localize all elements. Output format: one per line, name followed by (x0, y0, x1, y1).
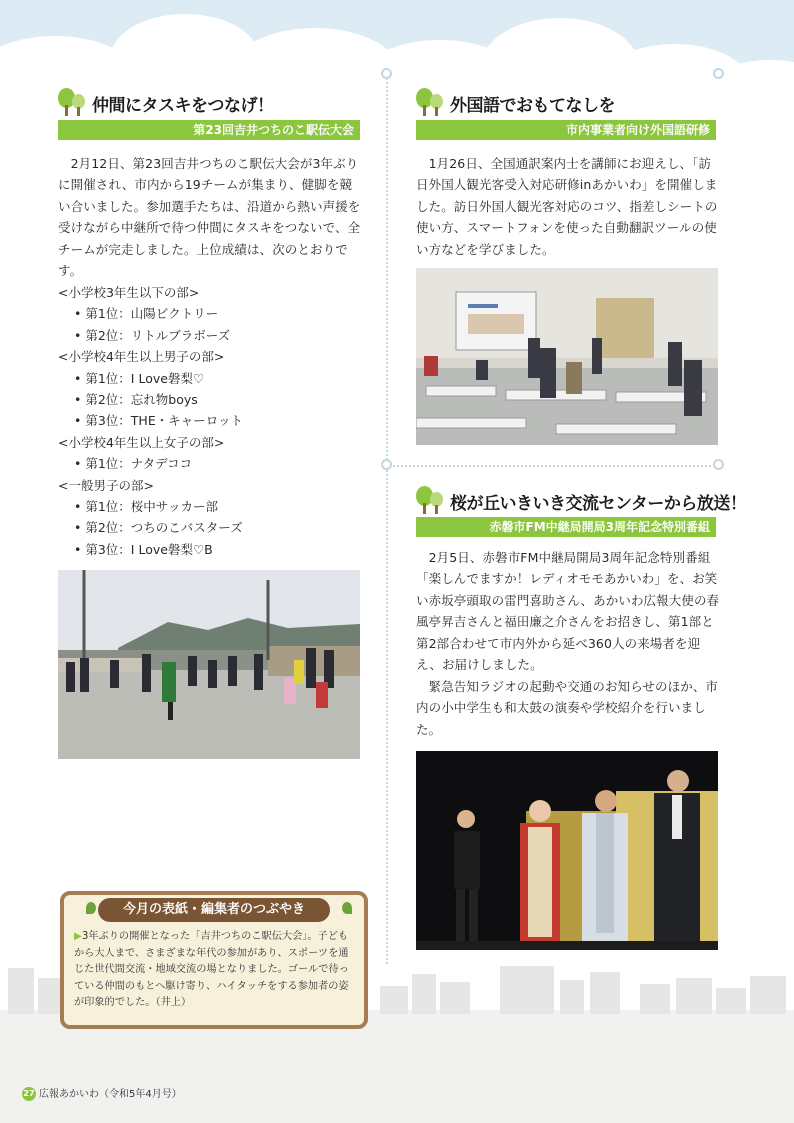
results-rank: • 第1位：桜中サッカー部 (74, 499, 219, 515)
city-silhouette (412, 974, 436, 1014)
results-category: <小学校4年生以上女子の部> (58, 434, 225, 450)
article1-title: 仲間にタスキをつなげ！ (92, 96, 274, 116)
ekiden-race-photo (58, 570, 360, 759)
radio-stage-photo (416, 751, 718, 950)
triangle-marker-icon: ▶ (74, 931, 82, 942)
city-silhouette (560, 980, 584, 1014)
tree-icon (416, 88, 444, 118)
results-rank: • 第2位：つちのこバスターズ (74, 520, 243, 536)
tree-icon (416, 486, 444, 516)
article2-title: 外国語でおもてなしを (450, 96, 615, 116)
city-silhouette (716, 988, 746, 1014)
tree-icon (58, 88, 86, 118)
article3-body: 2月5日、赤磐市FM中継局開局3周年記念特別番組「楽しんでますか！レディオモモあかいわ」を、お笑い赤坂亭頭取の雷門喜助さん、あかいわ広報大使の春風亭昇吉さんと福田廉之介さんをお招きし、第1部と第2部合わせて市内外から延べ360人の来場者を迎え、お届けしました。 (416, 550, 720, 673)
results-rank: • 第2位：忘れ物boys (74, 392, 198, 408)
city-silhouette (500, 966, 554, 1014)
results-list (58, 282, 243, 560)
city-silhouette (440, 982, 470, 1014)
city-silhouette (676, 978, 712, 1014)
article1-body: 2月12日、第23回吉井つちのこ駅伝大会が3年ぶりに開催され、市内から19チームが集まり、健脚を競い合いました。参加選手たちは、沿道から熱い声援を受けながら中継所で待つ仲間にタスキをつないで、全チームが完走しました。上位成績は、次のとおりです。 (58, 156, 361, 279)
article3-title: 桜が丘いきいき交流センターから放送！ (450, 494, 747, 514)
results-rank: • 第3位：I Love磐梨♡B (74, 541, 213, 557)
city-silhouette (640, 984, 670, 1014)
city-silhouette (590, 972, 620, 1014)
page-number: 27 (22, 1087, 36, 1101)
editor-note-text (74, 929, 358, 1012)
leaf-icon (86, 902, 96, 914)
training-seminar-photo (416, 268, 718, 445)
article1-subtitle-bar: 第23回吉井つちのこ駅伝大会 (58, 120, 360, 140)
city-silhouette (8, 968, 34, 1014)
article3-body: 緊急告知ラジオの起動や交通のお知らせのほか、市内の小中学生も和太鼓の演奏や学校紹介を行いました。 (416, 679, 719, 737)
results-rank: • 第2位：リトルブラボーズ (74, 327, 231, 343)
editor-note-body: 3年ぶりの開催となった「吉井つちのこ駅伝大会」。子どもから大人まで、さまざまな年代の参加があり、スポーツを通じた世代間交流・地域交流の場となりました。ゴールで待っている仲間のもとへ駆け寄り、ハイタッチをする参加者の姿が印象的でした。（井上） (74, 931, 349, 1009)
city-silhouette (380, 986, 408, 1014)
results-category: <小学校3年生以下の部> (58, 285, 200, 300)
results-category: <小学校4年生以上男子の部> (58, 349, 225, 365)
divider-ring (713, 68, 724, 79)
divider-ring (713, 459, 724, 470)
article2-body: 1月26日、全国通訳案内士を講師にお迎えし、「訪日外国人観光客受入対応研修inあかいわ」を開催しました。訪日外国人観光客対応のコツ、指差しシートの使い方、スマートフォンを使った自動翻訳ツールの使い方などを学びました。 (416, 156, 718, 257)
results-category: <一般男子の部> (58, 477, 154, 493)
column-divider (386, 74, 388, 964)
divider-ring (381, 68, 392, 79)
results-rank: • 第1位：ナタデココ (74, 456, 193, 472)
article3-subtitle-bar: 赤磐市FM中継局開局3周年記念特別番組 (416, 517, 716, 537)
leaf-icon (342, 902, 352, 914)
editor-note-title: 今月の表紙・編集者のつぶやき (98, 898, 330, 922)
city-silhouette (750, 976, 786, 1014)
publication-name: 広報あかいわ（令和5年4月号） (39, 1089, 182, 1100)
results-rank: • 第1位：山陽ビクトリー (74, 306, 219, 322)
results-rank: • 第3位：THE・キャーロット (74, 413, 243, 429)
city-silhouette (38, 978, 60, 1014)
section-divider (386, 465, 722, 467)
article2-subtitle-bar: 市内事業者向け外国語研修 (416, 120, 716, 140)
page-footer (22, 1085, 182, 1101)
results-rank: • 第1位：I Love磐梨♡ (74, 370, 205, 386)
divider-ring (381, 459, 392, 470)
